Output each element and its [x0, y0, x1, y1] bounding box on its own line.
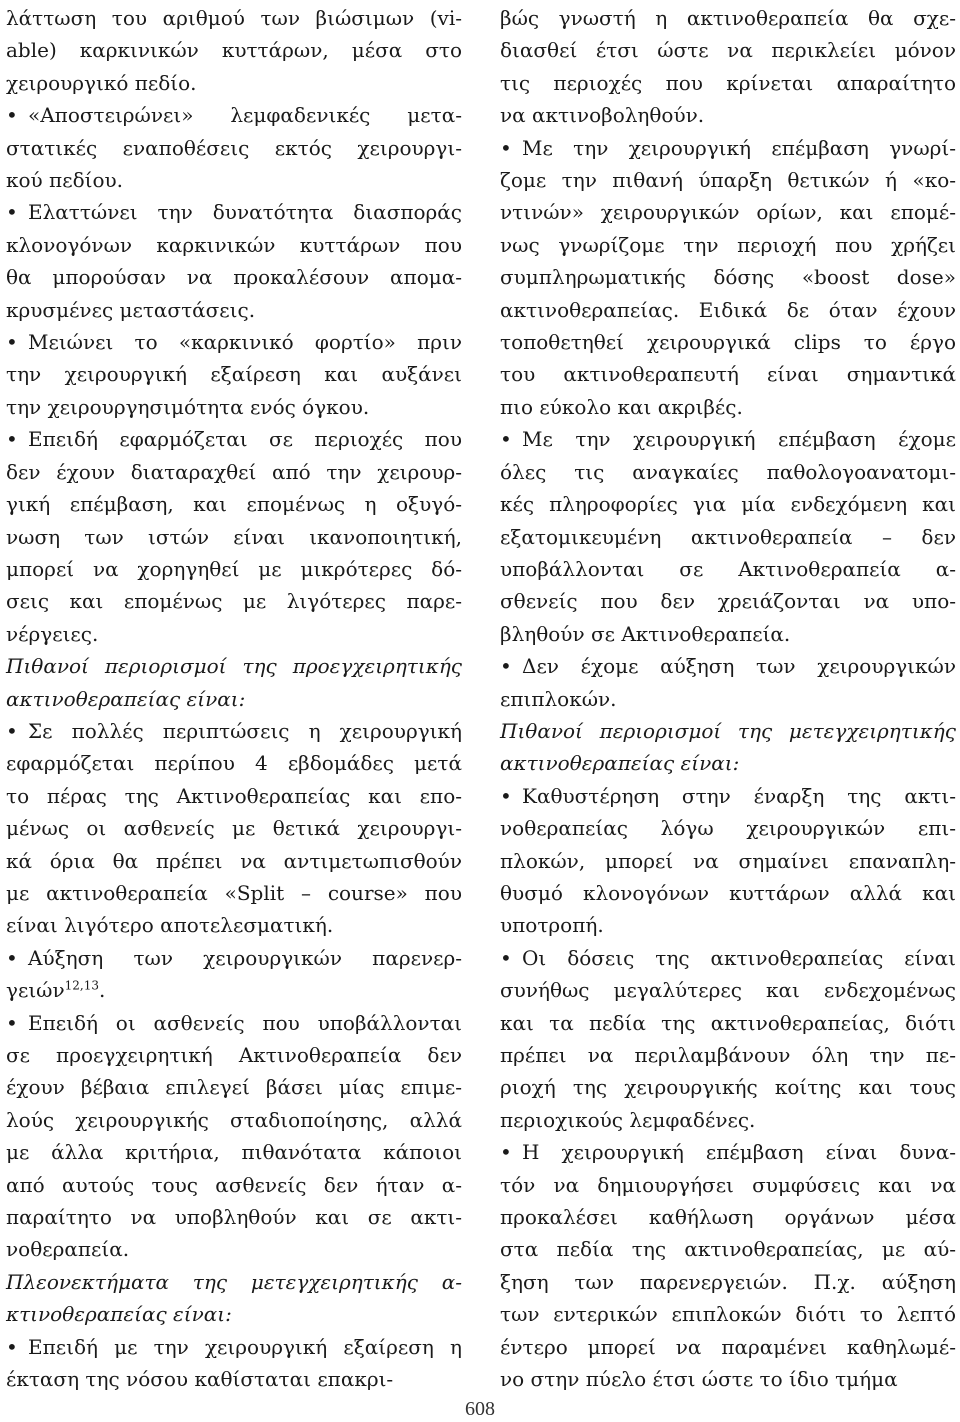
- line-text: Μειώνει το «καρκινικό φορτίο» πριν: [28, 330, 462, 355]
- text-line: [500, 1007, 956, 1039]
- text-line: [500, 229, 956, 261]
- paragraph-continuation: [500, 2, 956, 132]
- line-text: επιπλοκών.: [500, 686, 617, 711]
- bullet-icon: •: [500, 427, 512, 452]
- line-text: κτινοθεραπείας είναι:: [6, 1302, 232, 1327]
- bullet-item: [500, 942, 956, 1136]
- line-text: εξατομικευμένη ακτινοθεραπεία – δεν: [500, 524, 956, 549]
- line-text: θα μπορούσαν να προκαλέσουν απομα-: [6, 265, 462, 290]
- bullet-icon: •: [500, 783, 512, 808]
- section-subheading: [6, 650, 462, 715]
- line-tail: .: [98, 978, 106, 1003]
- text-line: [6, 1363, 462, 1395]
- bullet-item: [6, 1331, 462, 1396]
- text-line: [500, 1266, 956, 1298]
- text-line: [6, 780, 462, 812]
- text-line: [6, 1169, 462, 1201]
- text-line: [500, 1331, 956, 1363]
- bullet-icon: •: [6, 1334, 18, 1359]
- line-text: Επειδή οι ασθενείς που υποβάλλονται: [28, 1010, 462, 1035]
- line-text: Επειδή εφαρμόζεται σε περιοχές που: [28, 427, 462, 452]
- text-line: [6, 1233, 462, 1265]
- text-line: [500, 34, 956, 66]
- text-line: [500, 715, 956, 747]
- line-text: όλες τις αναγκαίες παθολογοανατομι-: [500, 459, 956, 484]
- bullet-icon: •: [500, 1140, 512, 1165]
- text-line: [500, 974, 956, 1006]
- line-text: κού πεδίου.: [6, 168, 124, 193]
- text-line: [500, 1104, 956, 1136]
- line-text: Με την χειρουργική επέμβαση γνωρί-: [522, 135, 956, 160]
- bullet-item: [6, 423, 462, 650]
- text-line: [500, 683, 956, 715]
- line-text: Επειδή με την χειρουργική εξαίρεση η: [28, 1334, 462, 1359]
- line-text: ακτινοθεραπείας είναι:: [500, 751, 740, 776]
- text-line: [500, 521, 956, 553]
- text-line: [6, 1007, 462, 1039]
- right-column: [500, 2, 956, 1395]
- bullet-item: [500, 423, 956, 650]
- line-text: το πέρας της Ακτινοθεραπείας και επο-: [6, 783, 462, 808]
- text-line: [500, 585, 956, 617]
- text-line: [6, 1071, 462, 1103]
- line-text: με άλλα κριτήρια, πιθανότατα κάποιοι: [6, 1140, 462, 1165]
- text-line: [6, 488, 462, 520]
- line-text: νέργειες.: [6, 621, 99, 646]
- text-line: [500, 780, 956, 812]
- text-line: [500, 132, 956, 164]
- text-line: [6, 683, 462, 715]
- bullet-item: [6, 99, 462, 196]
- bullet-item: [6, 326, 462, 423]
- text-line: [500, 1169, 956, 1201]
- text-line: [6, 942, 462, 974]
- line-text: βώς γνωστή η ακτινοθεραπεία θα σχε-: [500, 6, 956, 30]
- line-text: ξηση των παρενεργειών. Π.χ. αύξηση: [500, 1269, 956, 1294]
- line-text: Η χειρουργική επέμβαση είναι δυνα-: [522, 1140, 956, 1165]
- bullet-icon: •: [500, 945, 512, 970]
- text-line: [6, 261, 462, 293]
- line-text: την χειρουργική εξαίρεση και αυξάνει: [6, 362, 462, 387]
- line-text: νοθεραπεία.: [6, 1237, 130, 1262]
- line-text: θυσμό κλονογόνων κυττάρων αλλά και: [500, 880, 956, 905]
- line-text: βληθούν σε Ακτινοθεραπεία.: [500, 621, 791, 646]
- line-text: πλοκών, μπορεί να σημαίνει επαναπλη-: [500, 848, 956, 873]
- line-text: γική επέμβαση, και επομένως η οξυγό-: [6, 492, 462, 517]
- text-line: [6, 67, 462, 99]
- text-line: [500, 942, 956, 974]
- line-text: χειρουργικό πεδίο.: [6, 70, 197, 95]
- paragraph-continuation: [6, 2, 462, 99]
- text-line: [500, 326, 956, 358]
- section-subheading: [6, 1266, 462, 1331]
- line-text: είναι λιγότερο αποτελεσματική.: [6, 913, 334, 938]
- line-text: πρέπει να περιλαμβάνουν όλη την πε-: [500, 1043, 956, 1067]
- text-line: [6, 196, 462, 228]
- line-text: λάττωση του αριθμού των βιώσιμων (vi-: [6, 6, 462, 30]
- text-line: [500, 196, 956, 228]
- text-line: [6, 1331, 462, 1363]
- line-text: Πιθανοί περιορισμοί της προεγχειρητικής: [6, 654, 462, 679]
- bullet-item: [6, 1007, 462, 1266]
- text-line: [500, 747, 956, 779]
- bullet-icon: •: [500, 654, 512, 679]
- left-column: [6, 2, 462, 1395]
- line-text: νως γνωρίζομε την περιοχή που χρήζει: [500, 232, 956, 257]
- bullet-item: [6, 196, 462, 326]
- line-text: του ακτινοθεραπευτή είναι σημαντικά: [500, 362, 956, 387]
- line-text: Ελαττώνει την δυνατότητα διασποράς: [28, 200, 462, 225]
- line-text: σθενείς που δεν χρειάζονται να υπο-: [500, 589, 956, 614]
- line-text: Πιθανοί περιορισμοί της μετεγχειρητικής: [500, 718, 956, 743]
- text-line: [500, 391, 956, 423]
- line-text: ντινών» χειρουργικών ορίων, και επομέ-: [500, 200, 956, 225]
- text-line: [500, 1201, 956, 1233]
- line-text: υποβάλλονται σε Ακτινοθεραπεία α-: [500, 556, 956, 581]
- line-text: γειών: [6, 978, 65, 1003]
- text-line: [500, 1039, 956, 1071]
- bullet-icon: •: [6, 103, 18, 128]
- line-text: κλονογόνων καρκινικών κυττάρων που: [6, 232, 462, 257]
- bullet-icon: •: [6, 330, 18, 355]
- line-text: έκταση της νόσου καθίσταται επακρι-: [6, 1367, 394, 1392]
- text-line: [6, 747, 462, 779]
- text-line: [500, 877, 956, 909]
- line-text: Πλεονεκτήματα της μετεγχειρητικής α-: [6, 1269, 462, 1294]
- line-text: «Αποστειρώνει» λεμφαδενικές μετα-: [28, 103, 462, 128]
- line-text: πιο εύκολο και ακριβές.: [500, 394, 743, 419]
- bullet-item: [6, 715, 462, 942]
- bullet-icon: •: [6, 1010, 18, 1035]
- text-line: [500, 164, 956, 196]
- line-text: υποτροπή.: [500, 913, 604, 938]
- text-line: [6, 1201, 462, 1233]
- line-text: δεν έχουν διαταραχθεί από την χειρουρ-: [6, 459, 462, 484]
- text-line: [6, 845, 462, 877]
- text-line: [6, 812, 462, 844]
- line-text: συνήθως μεγαλύτερες και ενδεχομένως: [500, 978, 956, 1003]
- text-line: [500, 488, 956, 520]
- line-text: Καθυστέρηση στην έναρξη της ακτι-: [522, 783, 956, 808]
- line-text: έντερο μπορεί να παραμένει καθηλωμέ-: [500, 1334, 956, 1359]
- line-text: Με την χειρουργική επέμβαση έχομε: [522, 427, 956, 452]
- text-line: [6, 229, 462, 261]
- text-line: [500, 909, 956, 941]
- text-line: [500, 1071, 956, 1103]
- line-text: σεις και επομένως με λιγότερες παρε-: [6, 589, 462, 614]
- line-text: συμπληρωματικής δόσης «boost dose»: [500, 265, 956, 290]
- line-text: ριοχή της χειρουργικής κοίτης και τους: [500, 1075, 956, 1100]
- text-line: [6, 294, 462, 326]
- text-line: [6, 34, 462, 66]
- line-text: έχουν βέβαια επιλεγεί βάσει μίας επιμε-: [6, 1075, 462, 1100]
- text-line: [500, 261, 956, 293]
- text-line: [6, 456, 462, 488]
- text-line: [6, 132, 462, 164]
- line-text: Αύξηση των χειρουργικών παρενερ-: [28, 945, 462, 970]
- text-line: [500, 812, 956, 844]
- text-line: [6, 521, 462, 553]
- bullet-icon: •: [6, 718, 18, 743]
- text-line: [6, 1136, 462, 1168]
- bullet-item: [500, 780, 956, 942]
- bullet-icon: •: [500, 135, 512, 160]
- text-line: [500, 423, 956, 455]
- line-text: προκαλέσει καθήλωση οργάνων μέσα: [500, 1205, 956, 1230]
- text-line: [500, 358, 956, 390]
- text-line: [6, 618, 462, 650]
- line-text: και τα πεδία της ακτινοθεραπείας, διότι: [500, 1010, 956, 1035]
- text-line: [6, 715, 462, 747]
- text-line: [500, 67, 956, 99]
- line-text: τοποθετηθεί χειρουργικά clips το έργο: [500, 330, 956, 355]
- line-text: ζομε την πιθανή ύπαρξη θετικών ή «κο-: [500, 168, 956, 193]
- line-text: παραίτητο να υποβληθούν και σε ακτι-: [6, 1205, 462, 1230]
- text-line: [6, 358, 462, 390]
- bullet-icon: •: [6, 427, 18, 452]
- line-text: κές πληροφορίες για μία ενδεχόμενη και: [500, 492, 956, 517]
- line-text: με ακτινοθεραπεία «Split – course» που: [6, 880, 462, 905]
- line-text: τις περιοχές που κρίνεται απαραίτητο: [500, 70, 956, 95]
- bullet-icon: •: [6, 945, 18, 970]
- text-line: [6, 1039, 462, 1071]
- text-line: [500, 1298, 956, 1330]
- line-text: μπορεί να χορηγηθεί με μικρότερες δό-: [6, 556, 462, 581]
- line-text: μένως οι ασθενείς με θετικά χειρουργι-: [6, 816, 462, 841]
- text-line: [6, 164, 462, 196]
- text-line: [6, 909, 462, 941]
- text-line: [6, 974, 462, 1006]
- page-number: 608: [465, 1398, 495, 1420]
- line-text: νωση των ιστών είναι ικανοποιητική,: [6, 524, 462, 549]
- line-text: των εντερικών επιπλοκών διότι το λεπτό: [500, 1302, 956, 1327]
- text-line: [6, 650, 462, 682]
- line-text: κρυσμένες μεταστάσεις.: [6, 297, 256, 322]
- line-text: από αυτούς τους ασθενείς δεν ήταν α-: [6, 1172, 462, 1197]
- text-line: [500, 2, 956, 34]
- text-line: [6, 2, 462, 34]
- line-text: τόν να δημιουργήσει συμφύσεις και να: [500, 1172, 956, 1197]
- line-text: able) καρκινικών κυττάρων, μέσα στο: [6, 38, 462, 63]
- line-text: να ακτινοβοληθούν.: [500, 103, 705, 128]
- text-line: [500, 1136, 956, 1168]
- section-subheading: [500, 715, 956, 780]
- text-line: [6, 391, 462, 423]
- line-text: περιοχικούς λεμφαδένες.: [500, 1107, 756, 1132]
- line-text: στα πεδία της ακτινοθεραπείας, με αύ-: [500, 1237, 956, 1262]
- bullet-item: [6, 942, 462, 1007]
- line-text: νο στην πύελο έτσι ώστε το ίδιο τμήμα: [500, 1367, 898, 1392]
- text-line: [500, 294, 956, 326]
- text-line: [6, 99, 462, 131]
- text-line: [500, 553, 956, 585]
- text-line: [6, 553, 462, 585]
- text-line: [6, 326, 462, 358]
- text-line: [6, 423, 462, 455]
- text-line: [500, 456, 956, 488]
- text-line: [500, 845, 956, 877]
- text-line: [6, 1104, 462, 1136]
- line-text: Δεν έχομε αύξηση των χειρουργικών: [522, 654, 956, 679]
- line-text: ακτινοθεραπείας. Ειδικά δε όταν έχουν: [500, 297, 956, 322]
- text-line: [500, 1233, 956, 1265]
- text-line: [6, 1266, 462, 1298]
- citation-superscript: 12,13: [64, 978, 99, 993]
- line-text: Σε πολλές περιπτώσεις η χειρουργική: [28, 718, 462, 743]
- text-line: [500, 618, 956, 650]
- text-line: [6, 585, 462, 617]
- line-text: διασθεί έτσι ώστε να περικλείει μόνον: [500, 38, 956, 63]
- text-line: [6, 1298, 462, 1330]
- line-text: Οι δόσεις της ακτινοθεραπείας είναι: [522, 945, 956, 970]
- bullet-icon: •: [6, 200, 18, 225]
- line-text: σε προεγχειρητική Ακτινοθεραπεία δεν: [6, 1043, 462, 1067]
- line-text: εφαρμόζεται περίπου 4 εβδομάδες μετά: [6, 751, 462, 776]
- line-text: ακτινοθεραπείας είναι:: [6, 686, 246, 711]
- line-text: στατικές εναποθέσεις εκτός χειρουργι-: [6, 135, 462, 160]
- line-text: κά όρια θα πρέπει να αντιμετωπισθούν: [6, 848, 462, 873]
- bullet-item: [500, 650, 956, 715]
- text-line: [6, 877, 462, 909]
- line-text: νοθεραπείας λόγω χειρουργικών επι-: [500, 816, 956, 841]
- text-line: [500, 650, 956, 682]
- bullet-item: [500, 132, 956, 424]
- text-line: [500, 1363, 956, 1395]
- bullet-item: [500, 1136, 956, 1395]
- text-line: [500, 99, 956, 131]
- line-text: την χειρουργησιμότητα ενός όγκου.: [6, 394, 370, 419]
- line-text: λούς χειρουργικής σταδιοποίησης, αλλά: [6, 1107, 462, 1132]
